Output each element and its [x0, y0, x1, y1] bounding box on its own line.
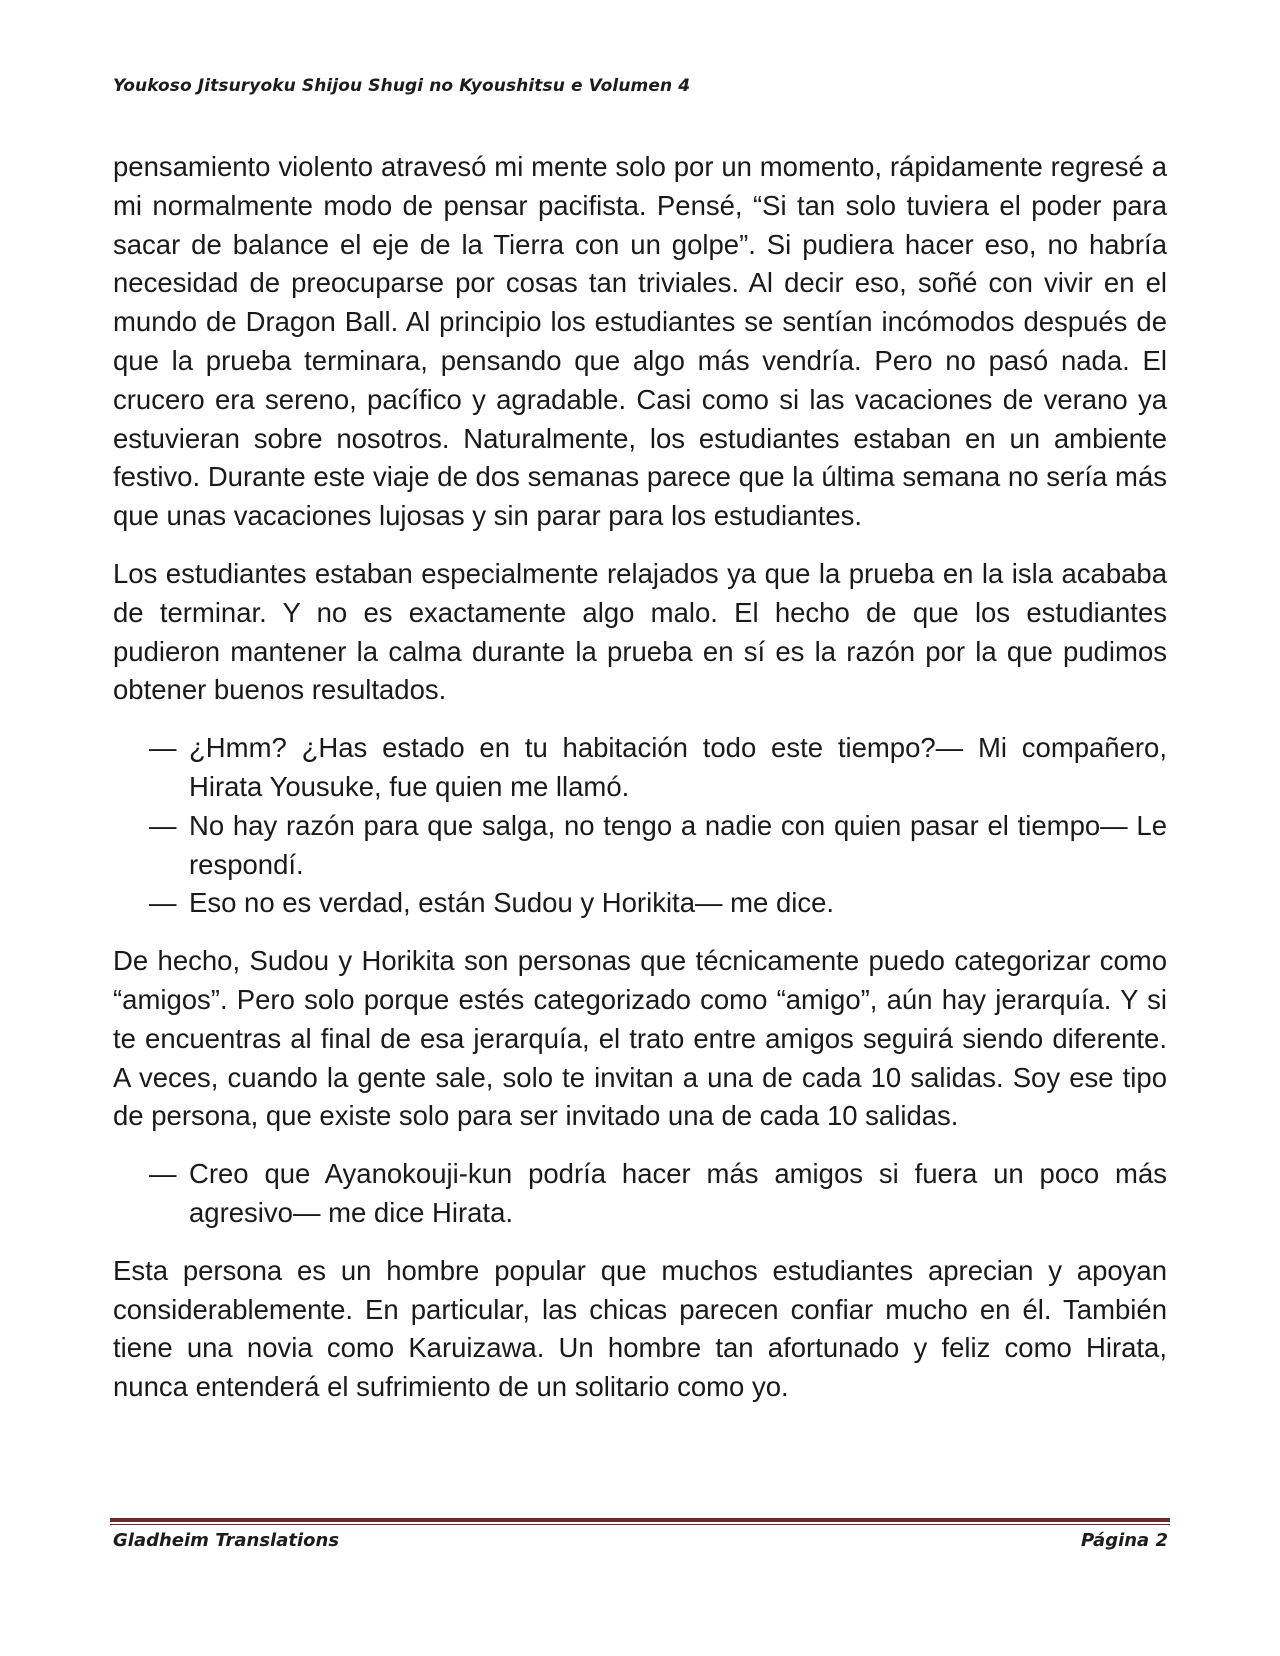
dialog-dash: —: [149, 1158, 177, 1190]
footer-divider: [110, 1518, 1170, 1522]
page-body: [113, 148, 1167, 1426]
running-header-title: Youkoso Jitsuryoku Shijou Shugi no Kyoushitsu e Volumen 4: [113, 76, 691, 96]
dialog-block: [113, 729, 1167, 923]
dialog-dash: —: [149, 809, 177, 841]
body-paragraph: Esta persona es un hombre popular que muchos estudiantes aprecian y apoyan considerablemente. En particular, las chicas parecen confiar mucho en él. También tiene una novia como Karuizawa. Un hombre tan afortunado y feliz como Hirata, nunca entenderá el sufrimiento de un solitario como yo.: [113, 1254, 1167, 1403]
body-paragraph: pensamiento violento atravesó mi mente solo por un momento, rápidamente regresé a mi normalmente modo de pensar pacifista. Pensé, “Si tan solo tuviera el poder para sacar de balance el eje de la Tierra con un golpe”. Si pudiera hacer eso, no habría necesidad de preocuparse por cosas tan triviales. Al decir eso, soñé con vivir en el mundo de Dragon Ball. Al principio los estudiantes se sentían incómodos después de que la prueba terminara, pensando que algo más vendría. Pero no pasó nada. El crucero era sereno, pacífico y agradable. Casi como si las vacaciones de verano ya estuvieran sobre nosotros. Naturalmente, los estudiantes estaban en un ambiente festivo. Durante este viaje de dos semanas parece que la última semana no sería más que unas vacaciones lujosas y sin parar para los estudiantes.: [113, 151, 1167, 532]
dialog-text: Eso no es verdad, están Sudou y Horikita— me dice.: [189, 887, 835, 919]
footer-divider-thin: [110, 1524, 1170, 1525]
dialog-dash: —: [149, 732, 177, 764]
dialog-line: [113, 807, 1167, 885]
body-paragraph: De hecho, Sudou y Horikita son personas que técnicamente puedo categorizar como “amigos”. Pero solo porque estés categorizado como “amigo”, aún hay jerarquía. Y si te encuentras al final de esa jerarquía, el trato entre amigos seguirá siendo diferente. A veces, cuando la gente sale, solo te invitan a una de cada 10 salidas. Soy ese tipo de persona, que existe solo para ser invitado una de cada 10 salidas.: [113, 945, 1167, 1132]
dialog-text: ¿Hmm? ¿Has estado en tu habitación todo este tiempo?— Mi compañero, Hirata Yousuke, fue quien me llamó.: [189, 732, 1167, 802]
dialog-dash: —: [149, 887, 177, 919]
dialog-line: [113, 1155, 1167, 1233]
footer-translator: Gladheim Translations: [113, 1530, 340, 1551]
dialog-line: [113, 884, 1167, 923]
dialog-block: [113, 1155, 1167, 1233]
footer-page-number: Página 2: [1081, 1530, 1168, 1551]
dialog-text: No hay razón para que salga, no tengo a nadie con quien pasar el tiempo— Le respondí.: [189, 809, 1167, 880]
dialog-line: [113, 729, 1167, 807]
dialog-text: Creo que Ayanokouji-kun podría hacer más amigos si fuera un poco más agresivo— me dice Hirata.: [189, 1158, 1167, 1228]
body-paragraph: Los estudiantes estaban especialmente relajados ya que la prueba en la isla acababa de terminar. Y no es exactamente algo malo. El hecho de que los estudiantes pudieron mantener la calma durante la prueba en sí es la razón por la que pudimos obtener buenos resultados.: [113, 557, 1167, 706]
